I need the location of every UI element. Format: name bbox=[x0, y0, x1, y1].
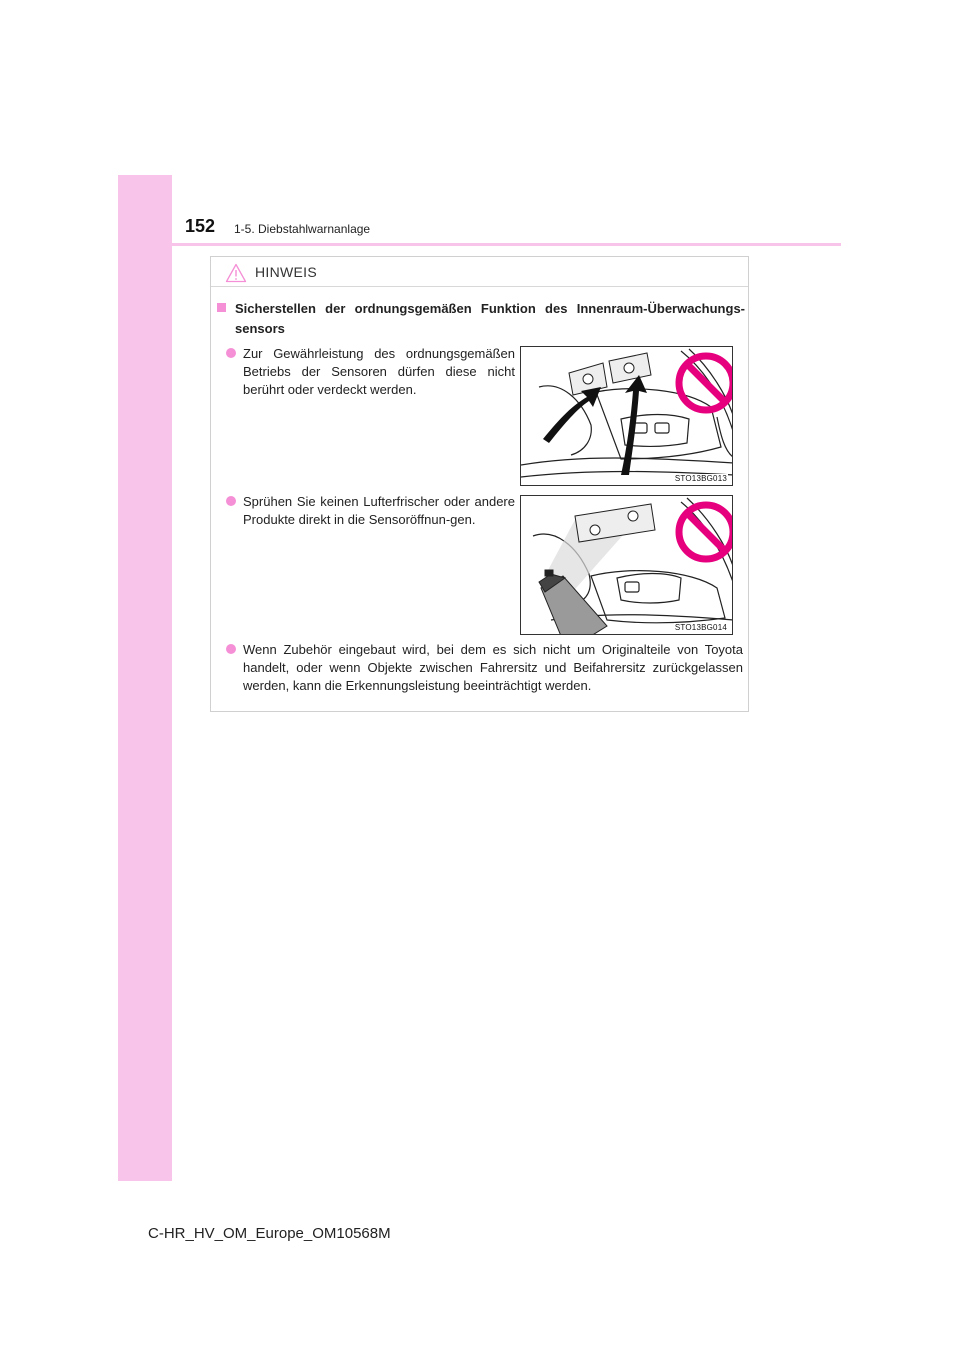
spray-illustration bbox=[521, 496, 733, 635]
page-number: 152 bbox=[185, 216, 216, 236]
document-id: C-HR_HV_OM_Europe_OM10568M bbox=[148, 1225, 391, 1242]
bullet-dot-icon bbox=[226, 348, 236, 358]
warning-triangle-icon bbox=[225, 263, 247, 283]
list-item bbox=[226, 641, 743, 695]
list-item-text: Wenn Zubehör eingebaut wird, bei dem es sich nicht um Originalteile von Toyota handelt, oder wenn Objekte zwischen Fahrersitz und Beifahrersitz zurückgelassen werden, kann die Erkennungsleistung beeinträchtigt werden. bbox=[243, 642, 743, 693]
figure-code: STO13BG013 bbox=[674, 474, 727, 483]
list-item-text: Sprühen Sie keinen Lufterfrischer oder andere Produkte direkt in die Sensoröffnun-gen. bbox=[243, 494, 515, 527]
section-title: 1-5. Diebstahlwarnanlage bbox=[234, 222, 371, 236]
notice-heading bbox=[217, 299, 745, 339]
bullet-dot-icon bbox=[226, 496, 236, 506]
figure-code: STO13BG014 bbox=[674, 623, 727, 632]
notice-box bbox=[210, 256, 749, 712]
list-item-text: Zur Gewährleistung des ordnungsgemäßen Betriebs der Sensoren dürfen diese nicht berührt oder verdeckt werden. bbox=[243, 346, 515, 397]
notice-heading-text: Sicherstellen der ordnungsgemäßen Funktion des Innenraum-Überwachungs-sensors bbox=[235, 301, 745, 336]
header-rule bbox=[118, 243, 841, 246]
bullet-dot-icon bbox=[226, 644, 236, 654]
chapter-side-bar bbox=[118, 175, 172, 1181]
list-item bbox=[226, 493, 515, 529]
list-item bbox=[226, 345, 515, 399]
sensor-illustration bbox=[521, 347, 733, 486]
notice-header bbox=[211, 257, 748, 287]
figure-spray-prohibited bbox=[520, 495, 733, 635]
notice-label: HINWEIS bbox=[255, 264, 317, 280]
figure-sensor-covered bbox=[520, 346, 733, 486]
square-bullet-icon bbox=[217, 303, 226, 312]
